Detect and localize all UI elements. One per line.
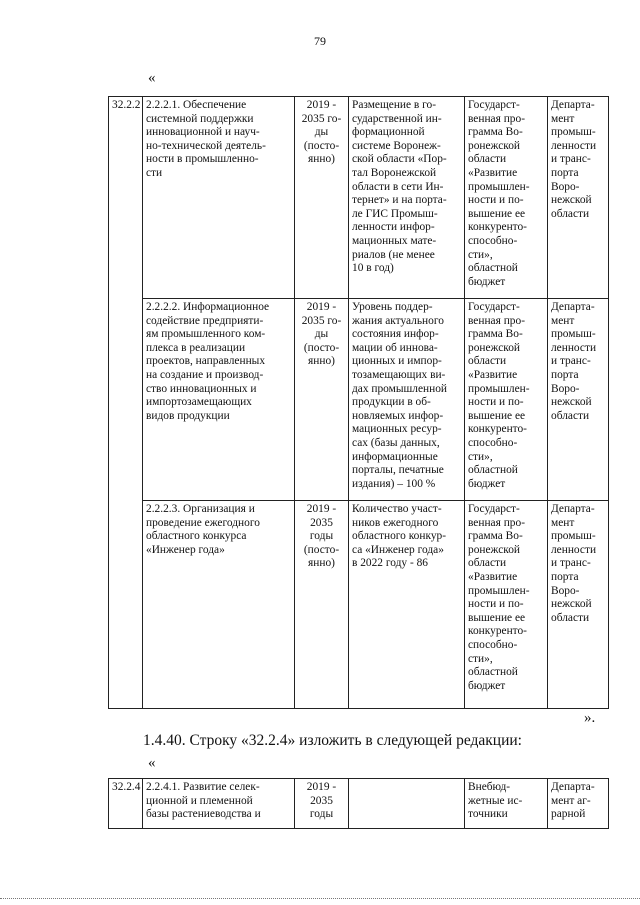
indicator-cell (349, 779, 465, 829)
responsible-cell: Департа- мент аг- рарной (548, 779, 609, 829)
table-row (109, 779, 609, 829)
responsible-cell: Департа- мент промыш- ленности и транс- порта Воро- нежской области (548, 501, 609, 709)
row-id-cell: 32.2.2 (109, 97, 143, 709)
page-bottom-rule (0, 898, 640, 899)
indicator-cell: Размещение в го- сударственной ин- формационной системе Воронеж- ской области «Пор- тал Воронежской области в сети Ин- тернет» и на порта- ле ГИС Промыш- ленности инфор- мационных мате- риалов (не менее 10 в год) (349, 97, 465, 299)
term-cell: 2019 - 2035 годы (295, 779, 349, 829)
table-row (109, 501, 609, 709)
table-row (109, 97, 609, 299)
responsible-cell: Департа- мент промыш- ленности и транс- порта Воро- нежской области (548, 299, 609, 501)
table-row (109, 299, 609, 501)
program-cell: Государст- венная про- грамма Во- ронежской области «Развитие промышлен- ности и по- вышение ее конкуренто- способно- сти», областной бюджет (465, 97, 548, 299)
opening-quote-2: « (148, 755, 156, 771)
program-cell: Государст- венная про- грамма Во- ронежской области «Развитие промышлен- ности и по- вышение ее конкуренто- способно- сти», областной бюджет (465, 501, 548, 709)
row-id-cell: 32.2.4 (109, 779, 143, 829)
plan-table-32-2-2 (108, 96, 609, 709)
term-cell: 2019 - 2035 го- ды (посто- янно) (295, 97, 349, 299)
indicator-cell: Количество участ- ников ежегодного областного конкур- са «Инженер года» в 2022 году - 86 (349, 501, 465, 709)
page-number: 79 (314, 34, 326, 48)
activity-cell: 2.2.2.3. Организация и проведение ежегодного областного конкурса «Инженер года» (143, 501, 295, 709)
indicator-cell: Уровень поддер- жания актуального состояния инфор- мации об иннова- ционных и импор- тозамещающих ви- дах промышленной продукции в об- новляемых инфор- мационных ресур- сах (базы данных, информационные порталы, печатные издания) – 100 % (349, 299, 465, 501)
program-cell: Внебюд- жетные ис- точники (465, 779, 548, 829)
program-cell: Государст- венная про- грамма Во- ронежской области «Развитие промышлен- ности и по- вышение ее конкуренто- способно- сти», областной бюджет (465, 299, 548, 501)
activity-cell: 2.2.2.2. Информационное содействие предприяти- ям промышленного ком- плекса в реализации проектов, направленных на создание и производ- ство инновационных и импортозамещающих видов продукции (143, 299, 295, 501)
closing-quote: ». (584, 710, 596, 726)
opening-quote: « (148, 70, 156, 86)
activity-cell: 2.2.4.1. Развитие селек- ционной и племенной базы растениеводства и (143, 779, 295, 829)
responsible-cell: Департа- мент промыш- ленности и транс- порта Воро- нежской области (548, 97, 609, 299)
amendment-instruction: 1.4.40. Строку «32.2.4» изложить в следующей редакции: (143, 732, 522, 749)
activity-cell: 2.2.2.1. Обеспечение системной поддержки инновационной и науч- но-технической деятель- ности в промышленно- сти (143, 97, 295, 299)
term-cell: 2019 - 2035 го- ды (посто- янно) (295, 299, 349, 501)
plan-table-32-2-4 (108, 778, 609, 829)
term-cell: 2019 - 2035 годы (посто- янно) (295, 501, 349, 709)
